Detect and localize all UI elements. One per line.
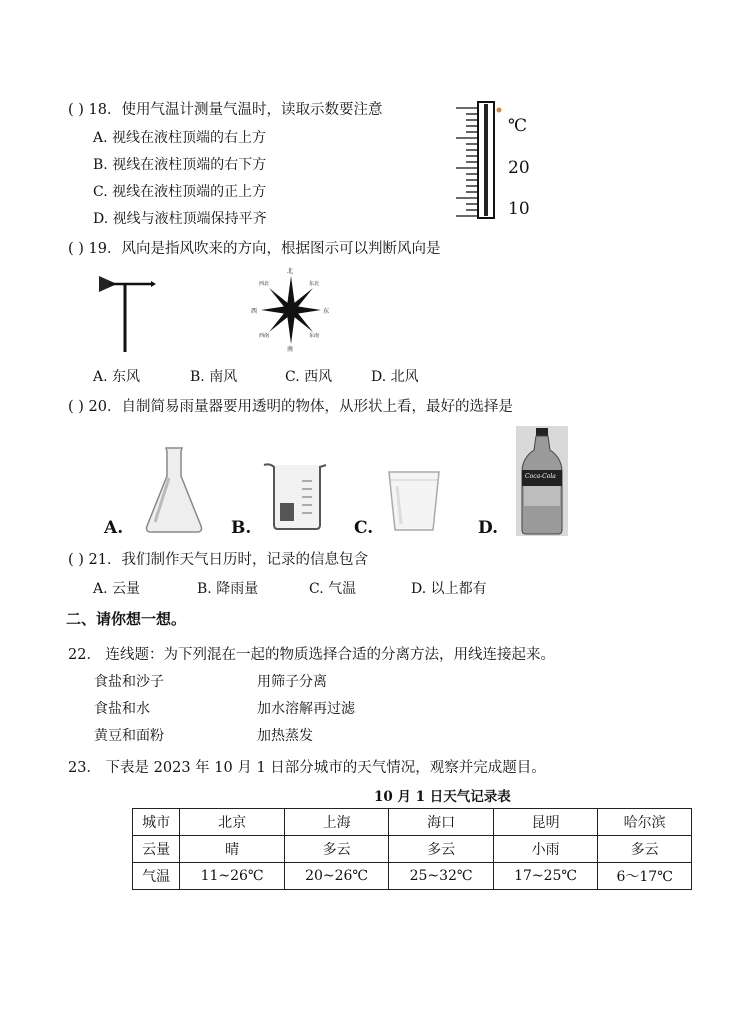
table-cell: 云量 — [133, 836, 180, 863]
beaker-icon — [262, 461, 328, 531]
q22-right-2: 加水溶解再过滤 — [257, 701, 355, 717]
thermometer-figure — [448, 100, 538, 222]
q19-option-b: B. 南风 — [190, 369, 238, 385]
q19-stem: ( ) 19．风向是指风吹来的方向，根据图示可以判断风向是 — [68, 241, 441, 257]
table-row — [133, 836, 692, 863]
table-cell: 气温 — [133, 863, 180, 890]
q20-label-c: C. — [354, 518, 374, 538]
compass-west: 西 — [251, 308, 258, 315]
cola-brand-label: Coca-Cola — [525, 473, 556, 480]
compass-southeast: 东南 — [309, 333, 320, 339]
thermometer-tick-20: 20 — [508, 158, 530, 178]
erlenmeyer-flask-icon — [143, 446, 205, 534]
table-cell: 17~25℃ — [493, 863, 598, 890]
q19-option-d: D. 北风 — [371, 369, 419, 385]
table-cell: 多云 — [389, 836, 494, 863]
q18-option-c: C. 视线在液柱顶端的正上方 — [93, 184, 267, 200]
table-cell: 北京 — [180, 809, 285, 836]
compass-northeast: 东北 — [309, 281, 320, 287]
q22-left-3: 黄豆和面粉 — [94, 728, 164, 744]
q23-stem: 23． 下表是 2023 年 10 月 1 日部分城市的天气情况，观察并完成题目。 — [68, 760, 546, 776]
compass-south: 南 — [287, 346, 294, 353]
q18-option-b: B. 视线在液柱顶端的右下方 — [93, 157, 267, 173]
q22-right-3: 加热蒸发 — [257, 728, 313, 744]
q22-stem: 22． 连线题：为下列混在一起的物质选择合适的分离方法，用线连接起来。 — [68, 647, 556, 663]
beaker-figure — [262, 461, 328, 531]
cola-bottle-icon — [516, 426, 568, 536]
table-cell: 上海 — [284, 809, 389, 836]
table-cell: 城市 — [133, 809, 180, 836]
table-cell: 昆明 — [493, 809, 598, 836]
table-cell: 25~32℃ — [389, 863, 494, 890]
q18-option-d: D. 视线与液柱顶端保持平齐 — [93, 211, 267, 227]
q21-option-c: C. 气温 — [309, 581, 357, 597]
q19-option-a: A. 东风 — [93, 369, 141, 385]
table-cell: 晴 — [180, 836, 285, 863]
weather-record-table — [132, 808, 692, 890]
compass-east: 东 — [323, 308, 330, 315]
weather-table-title: 10 月 1 日天气记录表 — [374, 789, 511, 805]
table-row — [133, 809, 692, 836]
plastic-cup-icon — [387, 470, 441, 532]
q22-right-1: 用筛子分离 — [257, 674, 327, 690]
table-cell: 哈尔滨 — [598, 809, 692, 836]
table-cell: 海口 — [389, 809, 494, 836]
q20-label-b: B. — [231, 518, 252, 538]
q21-option-d: D. 以上都有 — [411, 581, 487, 597]
q21-option-a: A. 云量 — [93, 581, 141, 597]
q19-option-c: C. 西风 — [285, 369, 333, 385]
cola-bottle-figure — [516, 426, 568, 536]
q22-left-1: 食盐和沙子 — [94, 674, 164, 690]
compass-north: 北 — [287, 268, 294, 275]
compass-rose-figure — [251, 268, 330, 353]
table-cell: 11~26℃ — [180, 863, 285, 890]
q22-left-2: 食盐和水 — [94, 701, 150, 717]
q18-stem: ( ) 18．使用气温计测量气温时，读取示数要注意 — [68, 102, 383, 118]
q21-option-b: B. 降雨量 — [197, 581, 259, 597]
q20-label-a: A. — [104, 518, 124, 538]
compass-southwest: 西南 — [259, 333, 270, 339]
q20-label-d: D. — [478, 518, 499, 538]
table-row — [133, 863, 692, 890]
q18-option-a: A. 视线在液柱顶端的右上方 — [93, 130, 267, 146]
table-cell: 多云 — [284, 836, 389, 863]
section-2-title: 二、请你想一想。 — [66, 610, 187, 628]
table-cell: 多云 — [598, 836, 692, 863]
thermometer-unit: ℃ — [508, 116, 528, 136]
table-cell: 小雨 — [493, 836, 598, 863]
plastic-cup-figure — [387, 470, 441, 532]
erlenmeyer-flask-figure — [143, 446, 205, 534]
wind-vane-icon — [97, 272, 157, 354]
q21-stem: ( ) 21．我们制作天气日历时，记录的信息包含 — [68, 552, 368, 568]
compass-northwest: 西北 — [259, 281, 270, 287]
table-cell: 6～17℃ — [598, 863, 692, 890]
wind-vane-figure — [97, 272, 157, 354]
thermometer-tick-10: 10 — [508, 199, 530, 219]
table-cell: 20~26℃ — [284, 863, 389, 890]
q20-stem: ( ) 20．自制简易雨量器要用透明的物体，从形状上看，最好的选择是 — [68, 399, 513, 415]
